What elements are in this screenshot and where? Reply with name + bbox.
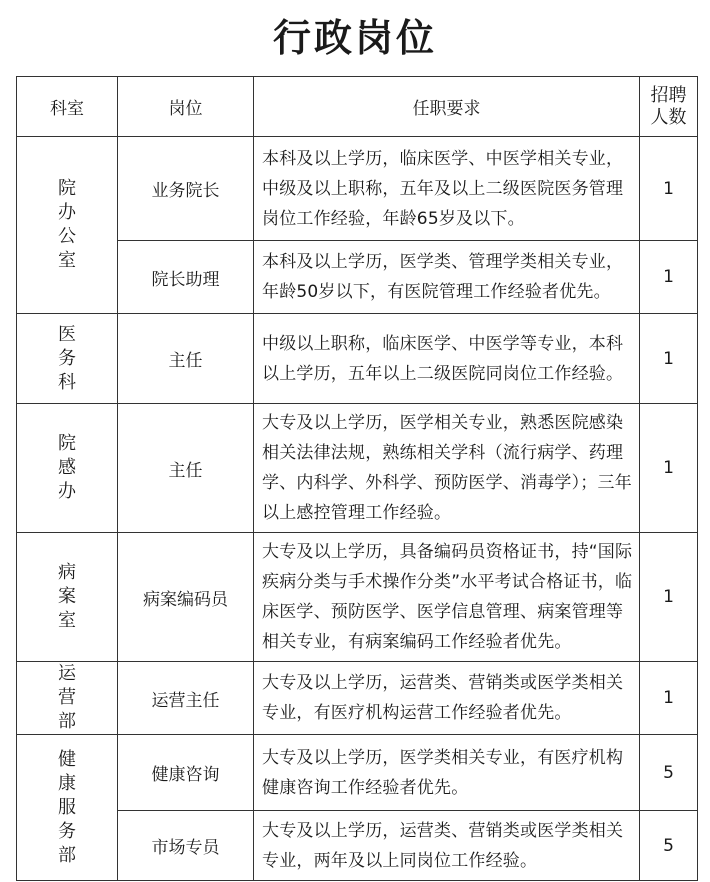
header-position: 岗位 (118, 77, 254, 137)
table-row (17, 404, 698, 533)
position-cell: 院长助理 (118, 241, 254, 314)
dept-label: 运营部 (58, 663, 76, 732)
count-cell: 1 (640, 404, 698, 533)
dept-cell (17, 662, 118, 735)
dept-label: 院感办 (58, 433, 76, 502)
count-cell: 1 (640, 137, 698, 241)
table-row (17, 241, 698, 314)
position-cell: 业务院长 (118, 137, 254, 241)
requirement-cell: 大专及以上学历，具备编码员资格证书，持“国际疾病分类与手术操作分类”水平考试合格证书，临床医学、预防医学、医学信息管理、病案管理等相关专业，有病案编码工作经验者优先。 (254, 533, 640, 662)
count-cell: 5 (640, 811, 698, 881)
dept-cell (17, 314, 118, 404)
table-row (17, 811, 698, 881)
header-count (640, 77, 698, 137)
table-row (17, 533, 698, 662)
position-cell: 健康咨询 (118, 735, 254, 811)
count-cell: 1 (640, 241, 698, 314)
header-row (17, 77, 698, 137)
position-cell: 市场专员 (118, 811, 254, 881)
count-cell: 1 (640, 533, 698, 662)
header-count-label: 招聘人数 (650, 84, 687, 128)
recruitment-table (16, 76, 698, 881)
requirement-cell: 大专及以上学历，医学相关专业，熟悉医院感染相关法律法规，熟练相关学科（流行病学、药理学、内科学、外科学、预防医学、消毒学）；三年以上感控管理工作经验。 (254, 404, 640, 533)
requirement-cell: 大专及以上学历，运营类、营销类或医学类相关专业，两年及以上同岗位工作经验。 (254, 811, 640, 881)
dept-cell (17, 137, 118, 314)
dept-label: 院办公室 (58, 178, 76, 271)
requirement-cell: 大专及以上学历，医学类相关专业，有医疗机构健康咨询工作经验者优先。 (254, 735, 640, 811)
position-cell: 病案编码员 (118, 533, 254, 662)
table-row (17, 662, 698, 735)
requirement-cell: 本科及以上学历，临床医学、中医学相关专业，中级及以上职称，五年及以上二级医院医务管理岗位工作经验，年龄65岁及以下。 (254, 137, 640, 241)
requirement-cell: 本科及以上学历，医学类、管理学类相关专业，年龄50岁以下，有医院管理工作经验者优先。 (254, 241, 640, 314)
header-requirement: 任职要求 (254, 77, 640, 137)
dept-cell (17, 735, 118, 881)
count-cell: 1 (640, 662, 698, 735)
dept-label: 病案室 (58, 562, 76, 631)
table-row (17, 735, 698, 811)
header-dept: 科室 (17, 77, 118, 137)
position-cell: 主任 (118, 314, 254, 404)
page-title: 行政岗位 (272, 16, 437, 60)
position-cell: 运营主任 (118, 662, 254, 735)
dept-cell (17, 404, 118, 533)
count-cell: 1 (640, 314, 698, 404)
table-row (17, 314, 698, 404)
requirement-cell: 大专及以上学历，运营类、营销类或医学类相关专业，有医疗机构运营工作经验者优先。 (254, 662, 640, 735)
table-row (17, 137, 698, 241)
dept-cell (17, 533, 118, 662)
dept-label: 医务科 (58, 323, 76, 393)
dept-label: 健康服务部 (58, 748, 76, 866)
position-cell: 主任 (118, 404, 254, 533)
count-cell: 5 (640, 735, 698, 811)
requirement-cell: 中级以上职称，临床医学、中医学等专业，本科以上学历，五年以上二级医院同岗位工作经验。 (254, 314, 640, 404)
